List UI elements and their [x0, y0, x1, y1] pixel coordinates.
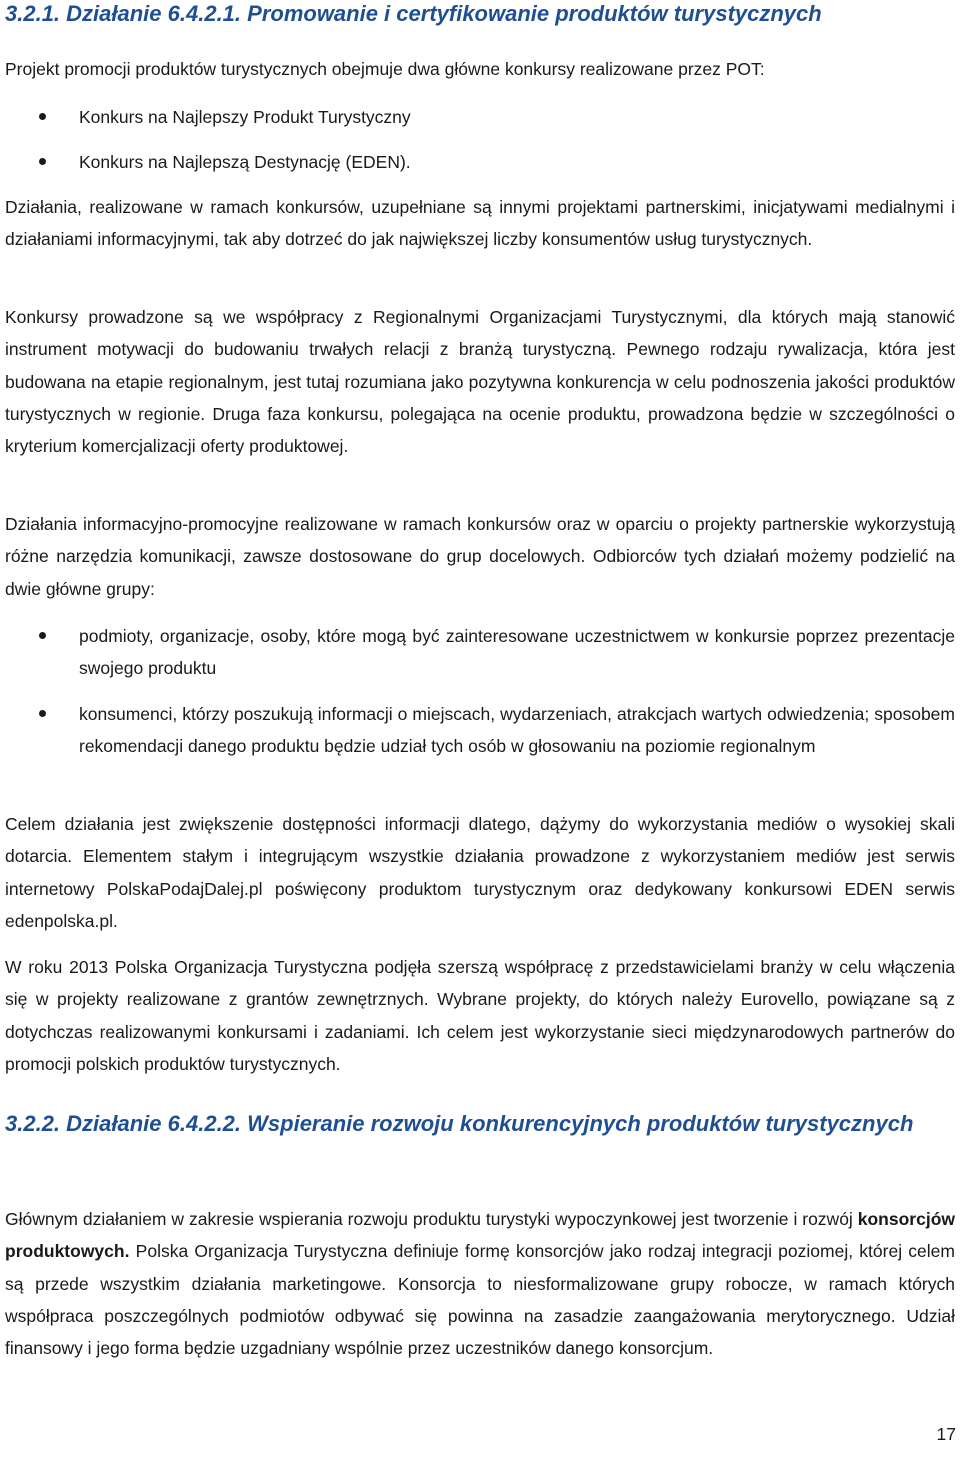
paragraph-2013: W roku 2013 Polska Organizacja Turystyczna podjęła szerszą współpracę z przedstawicielami branży w celu włączenia się w projekty realizowane z grantów zewnętrznych. Wybrane projekty, do których należy Eurovello, powiązane są z dotychczas realizowanymi konkursami i zadaniami. Ich celem jest wykorzystanie sieci międzynarodowych partnerów do promocji polskich produktów turystycznych. — [5, 957, 955, 1074]
section-heading-3-2-1: 3.2.1. Działanie 6.4.2.1. Promowanie i certyfikowanie produktów turystycznych — [5, 1, 822, 26]
paragraph-actions: Działania, realizowane w ramach konkursów, uzupełniane są innymi projektami partnerskimi, inicjatywami medialnymi i działaniami informacyjnymi, tak aby dotrzeć do jak największej liczby konsumentów usług turystycznych. — [5, 197, 955, 250]
paragraph-goal: Celem działania jest zwiększenie dostępności informacji dlatego, dążymy do wykorzystania mediów o wysokiej skali dotarcia. Elementem stałym i integrującym wszystkie działania prowadzone z wykorzystaniem mediów jest serwis internetowy PolskaPodajDalej.pl poświęcony produktom turystycznym oraz dedykowany konkursowi EDEN serwis edenpolska.pl. — [5, 814, 955, 931]
bullet-icon — [39, 158, 46, 165]
page-number: 17 — [936, 1424, 956, 1444]
bullet-icon — [39, 632, 46, 639]
list-item: konsumenci, którzy poszukują informacji o miejscach, wydarzeniach, atrakcjach wartych odwiedzenia; sposobem rekomendacji danego produktu będzie udział tych osób w głosowaniu na poziomie regionalnym — [5, 698, 955, 763]
bullet-icon — [39, 710, 46, 717]
intro-paragraph: Projekt promocji produktów turystycznych obejmuje dwa główne konkursy realizowane przez POT: — [5, 59, 765, 79]
list-item: podmioty, organizacje, osoby, które mogą być zainteresowane uczestnictwem w konkursie poprzez prezentacje swojego produktu — [5, 620, 955, 685]
section-heading-3-2-2: 3.2.2. Działanie 6.4.2.2. Wspieranie rozwoju konkurencyjnych produktów turystycznych — [5, 1111, 914, 1136]
list-item: Konkurs na Najlepszą Destynację (EDEN). — [5, 146, 955, 178]
paragraph-competitions: Konkursy prowadzone są we współpracy z Regionalnymi Organizacjami Turystycznymi, dla których mają stanowić instrument motywacji do budowaniu trwałych relacji z branżą turystyczną. Pewnego rodzaju rywalizacja, która jest budowana na etapie regionalnym, jest tutaj rozumiana jako pozytywna konkurencja w celu podnoszenia jakości produktów turystycznych w regionie. Druga faza konkursu, polegająca na ocenie produktu, prowadzona będzie w szczególności o kryterium komercjalizacji oferty produktowej. — [5, 307, 955, 457]
paragraph-info-promo: Działania informacyjno-promocyjne realizowane w ramach konkursów oraz w oparciu o projekty partnerskie wykorzystują różne narzędzia komunikacji, zawsze dostosowane do grup docelowych. Odbiorców tych działań możemy podzielić na dwie główne grupy: — [5, 514, 955, 599]
bold-term: konsorcjów produktowych. — [5, 1209, 955, 1262]
list-item: Konkurs na Najlepszy Produkt Turystyczny — [5, 101, 955, 133]
bullet-icon — [39, 113, 46, 120]
paragraph-consortia: Głównym działaniem w zakresie wspierania rozwoju produktu turystyki wypoczynkowej jest tworzenie i rozwój konsorcjów produktowych. Polska Organizacja Turystyczna definiuje formę konsorcjów jako rodzaj integracji poziomej, której celem są przede wszystkim działania marketingowe. Konsorcja to niesformalizowane grupy robocze, w ramach których współpraca poszczególnych podmiotów odbywać się powinna na zasadzie zaangażowania merytorycznego. Udział finansowy i jego forma będzie uzgadniany wspólnie przez uczestników danego konsorcjum. — [5, 1209, 955, 1359]
